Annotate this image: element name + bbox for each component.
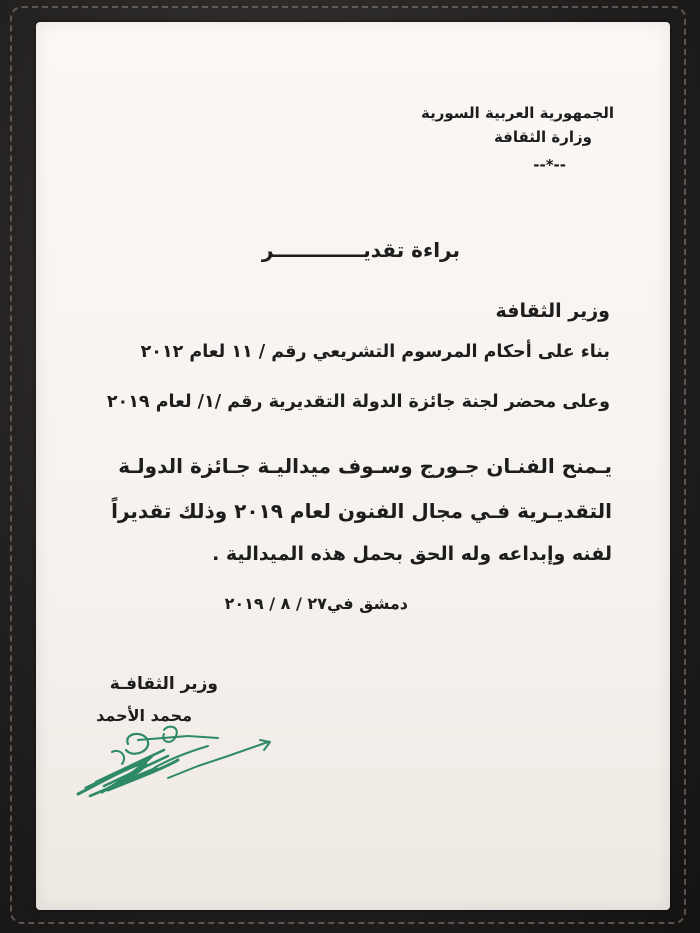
signatory-name: محمد الأحمد [96,706,192,725]
recital-decree: بناء على أحكام المرسوم التشريعي رقم / ١١ لعام ٢٠١٢ [140,342,610,362]
certificate-paper [36,22,670,910]
recital-committee: وعلى محضر لجنة جائزة الدولة التقديرية رقم /١/ لعام ٢٠١٩ [106,392,610,412]
header-ministry: وزارة الثقافة [493,128,592,146]
handwritten-signature [68,712,278,822]
header-separator: --*-- [533,156,566,174]
signatory-title: وزير الثقافـة [109,674,218,694]
grant-line-1: يـمنح الفنـان جـورج وسـوف ميداليـة جـائزة الدولـة [118,454,612,478]
grant-line-3: لفنه وإبداعه وله الحق بحمل هذه الميدالية . [212,543,612,565]
issuer-heading: وزير الثقافة [495,300,610,322]
date-line: دمشق في٢٧ / ٨ / ٢٠١٩ [224,594,408,613]
certificate-title: براءة تقديـــــــــــــر [261,238,460,262]
header-country: الجمهورية العربية السورية [421,104,614,122]
grant-line-2: التقديـرية فـي مجال الفنون لعام ٢٠١٩ وذلك تقديراً [111,499,612,523]
